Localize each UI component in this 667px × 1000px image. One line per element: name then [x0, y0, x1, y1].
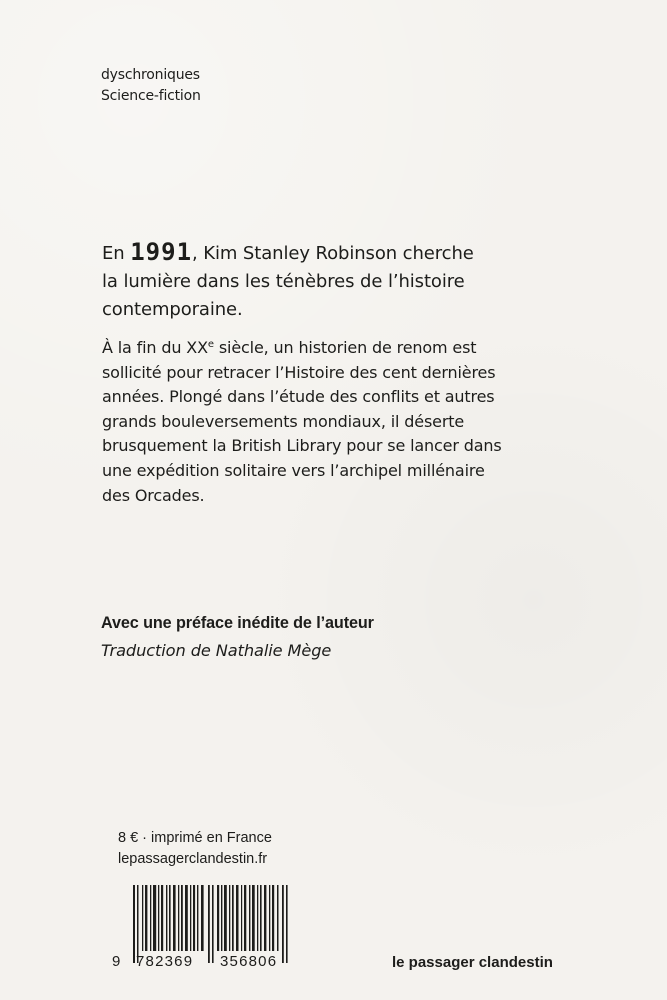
publisher-name: le passager clandestin	[392, 954, 553, 971]
barcode-group-1: 782369	[136, 953, 194, 970]
intro-year: 1991	[130, 238, 193, 266]
synopsis-line-1-suffix: siècle, un historien de renom est	[213, 338, 477, 357]
intro-line-3: contemporaine.	[102, 299, 243, 320]
century-superscript: e	[207, 339, 214, 350]
intro-paragraph	[102, 238, 532, 324]
preface-credit: Avec une préface inédite de l’auteur	[101, 614, 374, 632]
translation-credit: Traduction de Nathalie Mège	[101, 641, 332, 660]
synopsis-line-4: grands bouleversements mondiaux, il déserte	[102, 411, 465, 431]
genre-label: Science-fiction	[101, 88, 201, 104]
collection-name: dyschroniques	[101, 67, 200, 83]
intro-line-1-rest: , Kim Stanley Robinson cherche	[192, 243, 474, 264]
synopsis-line-1	[102, 336, 552, 361]
synopsis-line-5: brusquement la British Library pour se lancer dans	[102, 436, 502, 456]
intro-en: En	[102, 243, 125, 264]
synopsis-line-1-prefix: À la fin du XX	[102, 338, 208, 357]
intro-line-1	[102, 238, 532, 268]
synopsis-line-2: sollicité pour retracer l’Histoire des cent dernières	[102, 362, 496, 382]
intro-line-2: la lumière dans les ténèbres de l’histoire	[102, 271, 465, 292]
synopsis-paragraph	[102, 336, 552, 508]
synopsis-line-6: une expédition solitaire vers l’archipel millénaire	[102, 460, 485, 480]
price-line: 8 € · imprimé en France	[118, 830, 272, 846]
publisher-website: lepassagerclandestin.fr	[118, 851, 268, 867]
synopsis-line-3: années. Plongé dans l’étude des conflits et autres	[102, 387, 495, 407]
isbn-barcode	[112, 883, 307, 973]
synopsis-line-7: des Orcades.	[102, 485, 205, 505]
price-and-website	[118, 828, 378, 870]
barcode-group-2: 356806	[220, 953, 278, 970]
barcode-digits	[112, 952, 307, 972]
barcode-digit-first: 9	[112, 953, 121, 970]
series-block	[101, 65, 201, 107]
